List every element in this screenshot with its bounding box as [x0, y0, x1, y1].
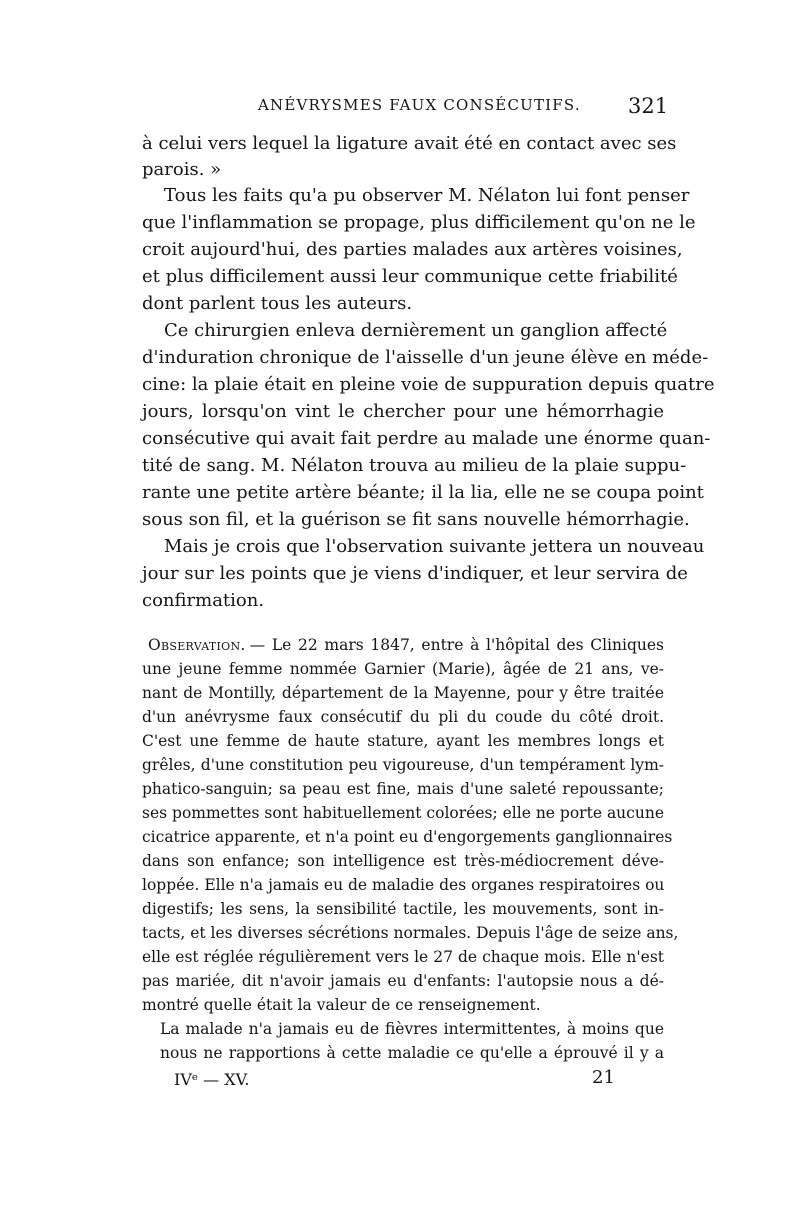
observation-line: une jeune femme nommée Garnier (Marie), âgée de 21 ans, ve- — [142, 660, 664, 678]
observation-line: phatico-sanguin; sa peau est fine, mais d'une saleté repoussante; — [142, 780, 664, 798]
observation-label: Observation. — [148, 636, 246, 654]
body-line: jour sur les points que je viens d'indiquer, et leur servira de — [142, 563, 688, 584]
observation-line: nous ne rapportions à cette maladie ce qu'elle a éprouvé il y a — [160, 1044, 664, 1062]
observation-line: tacts, et les diverses sécrétions normales. Depuis l'âge de seize ans, — [142, 924, 679, 942]
body-line: sous son fil, et la guérison se fit sans nouvelle hémorrhagie. — [142, 509, 690, 530]
body-line: dont parlent tous les auteurs. — [142, 293, 413, 314]
body-line: jours, lorsqu'on vint le chercher pour une hémorrhagie — [142, 401, 664, 422]
sheet-number: 21 — [592, 1067, 615, 1088]
observation-line: — Le 22 mars 1847, entre à l'hôpital des Cliniques — [249, 636, 664, 654]
body-line: d'induration chronique de l'aisselle d'un jeune élève en méde- — [142, 347, 709, 368]
observation-line: nant de Montilly, département de la Mayenne, pour y être traitée — [142, 684, 664, 702]
observation-line: grêles, d'une constitution peu vigoureuse, d'un tempérament lym- — [142, 756, 664, 774]
body-line: tité de sang. M. Nélaton trouva au milieu de la plaie suppu- — [142, 455, 687, 476]
signature-mark: IVᵉ — XV. — [174, 1070, 250, 1089]
observation-line: cicatrice apparente, et n'a point eu d'engorgements ganglionnaires — [142, 828, 673, 846]
observation-line: elle est réglée régulièrement vers le 27 de chaque mois. Elle n'est — [142, 948, 664, 966]
observation-line: d'un anévrysme faux consécutif du pli du coude du côté droit. — [142, 708, 664, 726]
observation-line: loppée. Elle n'a jamais eu de maladie des organes respiratoires ou — [142, 876, 665, 894]
observation-line: montré quelle était la valeur de ce renseignement. — [142, 996, 541, 1014]
observation-line: pas mariée, dit n'avoir jamais eu d'enfants: l'autopsie nous a dé- — [142, 972, 664, 990]
body-line: consécutive qui avait fait perdre au malade une énorme quan- — [142, 428, 711, 449]
observation-first-line — [148, 636, 664, 654]
body-line: à celui vers lequel la ligature avait été en contact avec ses — [142, 133, 677, 154]
body-line: et plus difficilement aussi leur communique cette friabilité — [142, 266, 678, 287]
running-header-title: ANÉVRYSMES FAUX CONSÉCUTIFS. — [258, 96, 581, 114]
body-line: parois. » — [142, 159, 222, 180]
body-line: rante une petite artère béante; il la lia, elle ne se coupa point — [142, 482, 704, 503]
observation-line: dans son enfance; son intelligence est très-médiocrement déve- — [142, 852, 664, 870]
page-number: 321 — [628, 94, 669, 118]
body-line: confirmation. — [142, 590, 265, 611]
observation-line: C'est une femme de haute stature, ayant les membres longs et — [142, 732, 664, 750]
body-line: Mais je crois que l'observation suivante jettera un nouveau — [164, 536, 705, 557]
body-line: croit aujourd'hui, des parties malades aux artères voisines, — [142, 239, 683, 260]
body-line: Ce chirurgien enleva dernièrement un ganglion affecté — [164, 320, 668, 341]
observation-line: ses pommettes sont habituellement colorées; elle ne porte aucune — [142, 804, 664, 822]
body-line: Tous les faits qu'a pu observer M. Nélaton lui font penser — [164, 185, 690, 206]
body-line: que l'inflammation se propage, plus difficilement qu'on ne le — [142, 212, 696, 233]
observation-line: digestifs; les sens, la sensibilité tactile, les mouvements, sont in- — [142, 900, 664, 918]
observation-line: La malade n'a jamais eu de fièvres intermittentes, à moins que — [160, 1020, 664, 1038]
body-line: cine: la plaie était en pleine voie de suppuration depuis quatre — [142, 374, 715, 395]
